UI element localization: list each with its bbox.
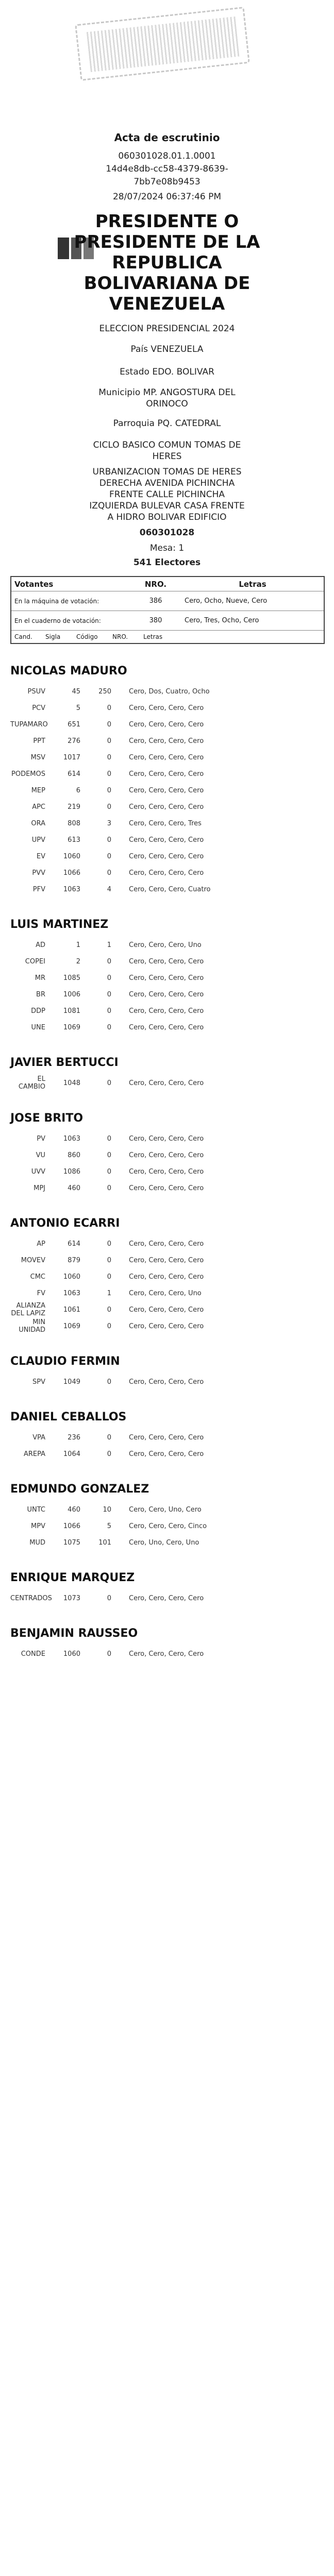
- candidate-name: NICOLAS MADURO: [10, 665, 127, 677]
- party-votes: 250: [98, 687, 111, 696]
- party-votes-letters: Cero, Cero, Cero, Cero: [129, 1151, 204, 1159]
- party-row: [10, 1590, 325, 1606]
- party-code: 1075: [63, 1538, 80, 1547]
- party-votes-letters: Cero, Cero, Cero, Cero: [129, 869, 204, 877]
- voters-head-nro: NRO.: [144, 579, 167, 589]
- party-code: 2: [76, 957, 80, 965]
- party-votes-letters: Cero, Cero, Cero, Cero: [129, 786, 204, 794]
- party-name: ORA: [31, 819, 45, 827]
- candidate-name: JAVIER BERTUCCI: [10, 1056, 119, 1069]
- party-row: [10, 832, 325, 848]
- party-code: 1081: [63, 1007, 80, 1015]
- party-row: [10, 766, 325, 782]
- candidate-name: EDMUNDO GONZALEZ: [10, 1483, 149, 1496]
- party-votes: 0: [107, 1450, 111, 1458]
- party-name: PSUV: [27, 687, 45, 696]
- party-code: 1049: [63, 1378, 80, 1386]
- party-name: UVV: [31, 1167, 45, 1176]
- party-code: 614: [68, 1240, 80, 1248]
- party-row: [10, 1268, 325, 1285]
- party-votes-letters: Cero, Cero, Cero, Cero: [129, 1256, 204, 1264]
- party-votes: 0: [107, 1007, 111, 1015]
- candidate-party-rows: [10, 1590, 325, 1606]
- party-row: [10, 1252, 325, 1268]
- party-name: COPEI: [25, 957, 45, 965]
- party-code: 1006: [63, 990, 80, 998]
- party-row: [10, 1429, 325, 1446]
- sub-sigla: Sigla: [45, 633, 61, 640]
- party-row: [10, 1501, 325, 1518]
- voters-row2-letters: Cero, Tres, Ocho, Cero: [185, 617, 259, 624]
- party-code: 879: [68, 1256, 80, 1264]
- party-code: 45: [72, 687, 80, 696]
- party-name: EV: [36, 852, 45, 860]
- address-4: IZQUIERDA BULEVAR CASA FRENTE: [89, 501, 245, 511]
- party-votes-letters: Cero, Cero, Cero, Cero: [129, 852, 204, 860]
- party-votes: 0: [107, 1079, 111, 1087]
- party-code: 1048: [63, 1079, 80, 1087]
- party-votes-letters: Cero, Cero, Cero, Cero: [129, 974, 204, 982]
- party-row: [10, 700, 325, 716]
- party-votes-letters: Cero, Cero, Cero, Cero: [129, 1433, 204, 1442]
- voters-table: [10, 576, 325, 644]
- party-votes-letters: Cero, Cero, Uno, Cero: [129, 1505, 202, 1514]
- voters-head-letters: Letras: [239, 579, 266, 589]
- party-votes-letters: Cero, Cero, Cero, Cero: [129, 1184, 204, 1192]
- party-votes-letters: Cero, Cero, Cero, Cinco: [129, 1522, 207, 1530]
- voters-row2-nro: 380: [149, 617, 162, 624]
- candidate-name: JOSE BRITO: [10, 1112, 84, 1125]
- party-row: [10, 1301, 325, 1318]
- candidate-name: ANTONIO ECARRI: [10, 1217, 120, 1230]
- party-code: 651: [68, 720, 80, 728]
- party-code: 1060: [63, 852, 80, 860]
- party-name: PVV: [32, 869, 45, 877]
- party-name: MIN UNIDAD: [19, 1318, 45, 1334]
- voters-head-label: Votantes: [14, 579, 54, 589]
- party-votes-letters: Cero, Cero, Cero, Cero: [129, 1594, 204, 1602]
- party-name: MPJ: [34, 1184, 45, 1192]
- party-row: [10, 970, 325, 986]
- party-row: [10, 848, 325, 865]
- party-name: MUD: [29, 1538, 45, 1547]
- party-code: 614: [68, 770, 80, 778]
- address-3: FRENTE CALLE PICHINCHA: [109, 489, 225, 500]
- party-code: 276: [68, 737, 80, 745]
- election-title-3: REPUBLICA: [112, 252, 222, 273]
- party-votes-letters: Cero, Cero, Cero, Cero: [129, 770, 204, 778]
- party-name: CENTRADOS: [10, 1594, 52, 1602]
- party-code: 460: [68, 1184, 80, 1192]
- party-name: MSV: [30, 753, 45, 761]
- party-votes-letters: Cero, Cero, Cero, Cero: [129, 1650, 204, 1658]
- party-name: UNE: [31, 1023, 45, 1031]
- party-votes-letters: Cero, Cero, Cero, Cero: [129, 704, 204, 712]
- party-name: VU: [36, 1151, 45, 1159]
- voters-row2-label: En el cuaderno de votación:: [14, 617, 101, 624]
- party-row: [10, 815, 325, 832]
- party-row: [10, 716, 325, 733]
- party-code: 613: [68, 836, 80, 844]
- party-votes-letters: Cero, Cero, Cero, Tres: [129, 819, 202, 827]
- party-votes-letters: Cero, Cero, Cero, Cero: [129, 1273, 204, 1281]
- party-votes: 0: [107, 1322, 111, 1330]
- mesa-number: Mesa: 1: [149, 543, 185, 553]
- party-votes-letters: Cero, Cero, Cero, Cero: [129, 1023, 204, 1031]
- party-code: 236: [68, 1433, 80, 1442]
- candidate-party-rows: [10, 1501, 325, 1551]
- party-name: UPV: [31, 836, 45, 844]
- party-row: [10, 881, 325, 897]
- candidate-party-rows: [10, 1429, 325, 1462]
- party-name: AP: [37, 1240, 45, 1248]
- candidate-name: BENJAMIN RAUSSEO: [10, 1627, 138, 1640]
- party-row: [10, 1019, 325, 1036]
- candidate-party-rows: [10, 1130, 325, 1196]
- party-row: [10, 782, 325, 799]
- candidate-party-rows: [10, 1374, 325, 1390]
- party-votes: 0: [107, 974, 111, 982]
- election-title-5: VENEZUELA: [109, 294, 225, 314]
- party-votes-letters: Cero, Dos, Cuatro, Ocho: [129, 687, 210, 696]
- sub-code: Código: [76, 633, 98, 640]
- party-name: MOVEV: [21, 1256, 45, 1264]
- party-code: 6: [76, 786, 80, 794]
- party-votes-letters: Cero, Cero, Cero, Cero: [129, 1378, 204, 1386]
- party-votes: 0: [107, 1023, 111, 1031]
- party-code: 1060: [63, 1273, 80, 1281]
- party-votes-letters: Cero, Cero, Cero, Cuatro: [129, 885, 211, 893]
- acta-code: 060301028.01.1.0001: [118, 151, 216, 161]
- party-name: FV: [37, 1289, 45, 1297]
- party-row: [10, 1374, 325, 1390]
- party-name: EL CAMBIO: [18, 1075, 45, 1091]
- party-row: [10, 1003, 325, 1019]
- party-votes: 0: [107, 786, 111, 794]
- acta-datetime: 28/07/2024 06:37:46 PM: [112, 192, 222, 202]
- party-votes-letters: Cero, Cero, Cero, Cero: [129, 803, 204, 811]
- party-votes: 0: [107, 770, 111, 778]
- party-votes-letters: Cero, Cero, Cero, Cero: [129, 753, 204, 761]
- party-row: [10, 1180, 325, 1196]
- party-code: 1073: [63, 1594, 80, 1602]
- party-name: PODEMOS: [11, 770, 45, 778]
- party-votes: 0: [107, 957, 111, 965]
- party-row: [10, 1646, 325, 1662]
- municipality-2: ORINOCO: [146, 399, 188, 409]
- candidate-party-rows: [10, 1075, 325, 1091]
- party-row: [10, 937, 325, 953]
- party-name: PCV: [32, 704, 45, 712]
- stamp-seal-icon: [75, 7, 250, 81]
- party-code: 1069: [63, 1023, 80, 1031]
- party-votes: 0: [107, 753, 111, 761]
- party-votes: 0: [107, 1151, 111, 1159]
- voters-row1-nro: 386: [149, 597, 162, 605]
- party-code: 1063: [63, 885, 80, 893]
- center-1: CICLO BASICO COMUN TOMAS DE: [93, 440, 241, 450]
- election-title-4: BOLIVARIANA DE: [84, 273, 250, 294]
- party-code: 1064: [63, 1450, 80, 1458]
- voters-row1-letters: Cero, Ocho, Nueve, Cero: [185, 597, 268, 605]
- party-name: TUPAMARO: [10, 720, 48, 728]
- party-row: [10, 986, 325, 1003]
- party-votes: 0: [107, 1184, 111, 1192]
- party-votes: 0: [107, 704, 111, 712]
- party-code: 1060: [63, 1650, 80, 1658]
- party-code: 1063: [63, 1289, 80, 1297]
- candidate-name: ENRIQUE MARQUEZ: [10, 1571, 135, 1584]
- party-votes: 0: [107, 1134, 111, 1143]
- party-row: [10, 733, 325, 749]
- party-row: [10, 953, 325, 970]
- party-votes-letters: Cero, Cero, Cero, Cero: [129, 1167, 204, 1176]
- party-votes: 0: [107, 1306, 111, 1314]
- party-votes-letters: Cero, Cero, Cero, Cero: [129, 836, 204, 844]
- voters-row1-label: En la máquina de votación:: [14, 597, 99, 605]
- party-name: UNTC: [27, 1505, 45, 1514]
- party-row: [10, 1163, 325, 1180]
- party-votes-letters: Cero, Uno, Cero, Uno: [129, 1538, 199, 1547]
- party-votes-letters: Cero, Cero, Cero, Cero: [129, 1450, 204, 1458]
- party-row: [10, 799, 325, 815]
- candidate-party-rows: [10, 683, 325, 897]
- candidate-name: LUIS MARTINEZ: [10, 918, 109, 931]
- party-name: PPT: [33, 737, 45, 745]
- party-code: 5: [76, 704, 80, 712]
- sub-letters: Letras: [143, 633, 163, 640]
- address-2: DERECHA AVENIDA PICHINCHA: [99, 478, 235, 488]
- party-votes-letters: Cero, Cero, Cero, Uno: [129, 941, 202, 949]
- party-votes-letters: Cero, Cero, Cero, Uno: [129, 1289, 202, 1297]
- party-votes-letters: Cero, Cero, Cero, Cero: [129, 1240, 204, 1248]
- party-votes-letters: Cero, Cero, Cero, Cero: [129, 737, 204, 745]
- party-name: CMC: [30, 1273, 45, 1281]
- party-row: [10, 749, 325, 766]
- party-row: [10, 865, 325, 881]
- party-name: VPA: [32, 1433, 45, 1442]
- party-code: 1: [76, 941, 80, 949]
- party-code: 1017: [63, 753, 80, 761]
- party-votes-letters: Cero, Cero, Cero, Cero: [129, 1322, 204, 1330]
- party-row: [10, 1446, 325, 1462]
- address-5: A HIDRO BOLIVAR EDIFICIO: [107, 512, 227, 522]
- party-votes: 5: [107, 1522, 111, 1530]
- party-name: MEP: [31, 786, 45, 794]
- election-name: ELECCION PRESIDENCIAL 2024: [99, 324, 235, 334]
- party-row: [10, 1147, 325, 1163]
- party-votes: 0: [107, 990, 111, 998]
- party-name: APC: [32, 803, 45, 811]
- party-votes-letters: Cero, Cero, Cero, Cero: [129, 957, 204, 965]
- party-votes: 0: [107, 869, 111, 877]
- candidate-name: DANIEL CEBALLOS: [10, 1411, 127, 1423]
- party-votes: 0: [107, 1167, 111, 1176]
- party-votes-letters: Cero, Cero, Cero, Cero: [129, 720, 204, 728]
- party-votes-letters: Cero, Cero, Cero, Cero: [129, 990, 204, 998]
- party-row: [10, 1235, 325, 1252]
- party-votes: 0: [107, 737, 111, 745]
- party-votes: 4: [107, 885, 111, 893]
- party-row: [10, 1534, 325, 1551]
- election-title-1: PRESIDENTE O: [95, 211, 239, 232]
- state: Estado EDO. BOLIVAR: [120, 367, 214, 377]
- party-name: DDP: [31, 1007, 45, 1015]
- party-name: MPV: [31, 1522, 45, 1530]
- party-votes: 3: [107, 819, 111, 827]
- party-votes: 10: [103, 1505, 111, 1514]
- party-row: [10, 1518, 325, 1534]
- party-row: [10, 1318, 325, 1334]
- party-votes: 0: [107, 1240, 111, 1248]
- party-row: [10, 1285, 325, 1301]
- party-code: 1066: [63, 1522, 80, 1530]
- party-votes: 0: [107, 720, 111, 728]
- party-votes-letters: Cero, Cero, Cero, Cero: [129, 1134, 204, 1143]
- center-code: 060301028: [139, 528, 195, 538]
- party-code: 1063: [63, 1134, 80, 1143]
- party-name: BR: [36, 990, 45, 998]
- party-name: AREPA: [23, 1450, 45, 1458]
- party-name: PFV: [32, 885, 45, 893]
- party-name: SPV: [32, 1378, 45, 1386]
- party-votes: 1: [107, 1289, 111, 1297]
- party-votes: 0: [107, 1433, 111, 1442]
- country: País VENEZUELA: [130, 344, 204, 354]
- sub-cand: Cand.: [14, 633, 32, 640]
- party-votes-letters: Cero, Cero, Cero, Cero: [129, 1007, 204, 1015]
- candidate-name: CLAUDIO FERMIN: [10, 1355, 120, 1368]
- party-code: 808: [68, 819, 80, 827]
- party-code: 1069: [63, 1322, 80, 1330]
- party-votes-letters: Cero, Cero, Cero, Cero: [129, 1079, 204, 1087]
- municipality-1: Municipio MP. ANGOSTURA DEL: [98, 387, 236, 398]
- candidate-party-rows: [10, 937, 325, 1036]
- party-code: 219: [68, 803, 80, 811]
- party-votes: 0: [107, 1256, 111, 1264]
- party-code: 1085: [63, 974, 80, 982]
- party-name: MR: [35, 974, 45, 982]
- party-votes: 1: [107, 941, 111, 949]
- candidate-party-rows: [10, 1646, 325, 1662]
- party-votes: 0: [107, 836, 111, 844]
- election-title-2: PRESIDENTE DE LA: [74, 232, 260, 252]
- party-name: CONDE: [21, 1650, 45, 1658]
- party-code: 1086: [63, 1167, 80, 1176]
- candidate-party-rows: [10, 1235, 325, 1334]
- party-code: 460: [68, 1505, 80, 1514]
- acta-uuid-1: 14d4e8db-cc58-4379-8639-: [106, 164, 228, 174]
- party-name: AD: [36, 941, 45, 949]
- party-votes-letters: Cero, Cero, Cero, Cero: [129, 1306, 204, 1314]
- voters-registered: 541 Electores: [133, 557, 201, 568]
- acta-uuid-2: 7bb7e08b9453: [133, 177, 201, 187]
- party-name: PV: [37, 1134, 45, 1143]
- party-row: [10, 1130, 325, 1147]
- sub-nro: NRO.: [112, 633, 128, 640]
- party-votes: 0: [107, 1650, 111, 1658]
- party-votes: 0: [107, 1594, 111, 1602]
- party-name: ALIANZA DEL LAPIZ: [11, 1302, 45, 1317]
- party-row: [10, 683, 325, 700]
- party-votes: 0: [107, 803, 111, 811]
- address-1: URBANIZACION TOMAS DE HERES: [92, 467, 242, 477]
- party-code: 1061: [63, 1306, 80, 1314]
- party-votes: 101: [98, 1538, 111, 1547]
- parish: Parroquia PQ. CATEDRAL: [113, 418, 221, 429]
- party-code: 1066: [63, 869, 80, 877]
- party-votes: 0: [107, 852, 111, 860]
- center-2: HERES: [152, 451, 182, 462]
- party-votes: 0: [107, 1273, 111, 1281]
- acta-title: Acta de escrutinio: [114, 131, 220, 144]
- party-votes: 0: [107, 1378, 111, 1386]
- party-row: [10, 1075, 325, 1091]
- party-code: 860: [68, 1151, 80, 1159]
